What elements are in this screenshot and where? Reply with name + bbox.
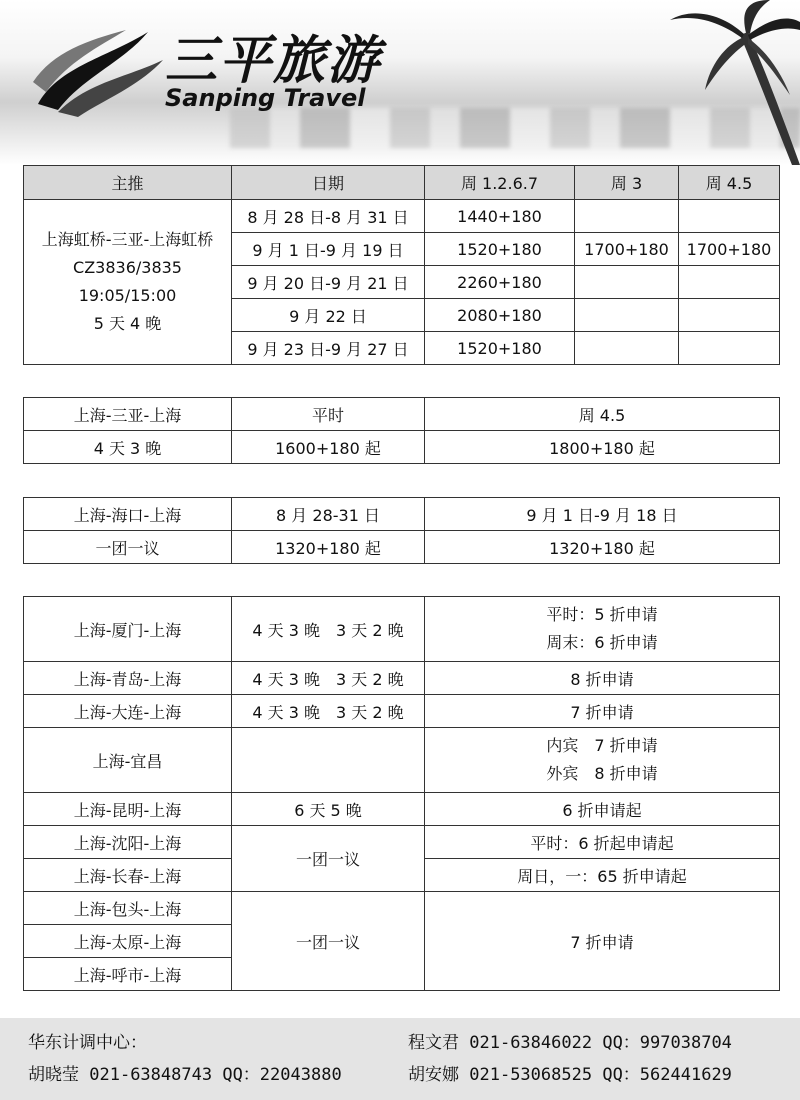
route-name: 上海-三亚-上海 bbox=[24, 398, 232, 431]
contact-footer bbox=[0, 1018, 800, 1100]
contact-name: 胡晓莹 bbox=[28, 1065, 79, 1085]
price-weekday-45: 1700+180 bbox=[679, 233, 780, 266]
contact-1 bbox=[28, 1060, 342, 1085]
price-weekday-3: 1700+180 bbox=[575, 233, 679, 266]
dispatch-center-label: 华东计调中心： bbox=[28, 1033, 147, 1053]
route-name: 上海-呼市-上海 bbox=[24, 958, 232, 991]
date-cell: 9 月 20 日-9 月 21 日 bbox=[232, 266, 425, 299]
flight-numbers: CZ3836/3835 bbox=[73, 258, 182, 277]
route-name: 上海-昆明-上海 bbox=[24, 793, 232, 826]
discount-weekend: 周末：6 折申请 bbox=[546, 633, 658, 652]
discount-cell: 平时：6 折起申请起 bbox=[425, 826, 780, 859]
header-banner bbox=[0, 0, 800, 165]
route-name: 上海-海口-上海 bbox=[24, 498, 232, 531]
discount-foreign: 外宾 8 折申请 bbox=[546, 764, 658, 783]
trip-duration: 6 天 5 晚 bbox=[232, 793, 425, 826]
discount-domestic: 内宾 7 折申请 bbox=[546, 736, 658, 755]
empty-cell bbox=[575, 200, 679, 233]
contact-qq: QQ：22043880 bbox=[222, 1065, 342, 1085]
empty-cell bbox=[679, 332, 780, 365]
sanya-main-table bbox=[23, 165, 780, 365]
route-name: 上海-太原-上海 bbox=[24, 925, 232, 958]
discount-cell: 7 折申请 bbox=[425, 892, 780, 991]
route-name: 上海-包头-上海 bbox=[24, 892, 232, 925]
contact-phone: 021-63848743 bbox=[89, 1065, 213, 1085]
discount-cell: 周日，一：65 折申请起 bbox=[425, 859, 780, 892]
route-note: 一团一议 bbox=[24, 531, 232, 564]
contact-phone: 021-53068525 bbox=[469, 1065, 593, 1085]
header-weekday-3: 周 3 bbox=[575, 166, 679, 200]
price-cell: 1800+180 起 bbox=[425, 431, 780, 464]
price-cell: 1320+180 起 bbox=[232, 531, 425, 564]
trip-duration: 4 天 3 晚 3 天 2 晚 bbox=[232, 597, 425, 662]
price-cell: 1440+180 bbox=[425, 200, 575, 233]
trip-duration: 4 天 3 晚 3 天 2 晚 bbox=[232, 662, 425, 695]
price-cell: 2080+180 bbox=[425, 299, 575, 332]
sanya-short-table bbox=[23, 397, 780, 464]
price-cell: 1520+180 bbox=[425, 332, 575, 365]
price-cell: 1600+180 起 bbox=[232, 431, 425, 464]
route-name: 上海-大连-上海 bbox=[24, 695, 232, 728]
price-cell: 1520+180 bbox=[425, 233, 575, 266]
route-name: 上海-沈阳-上海 bbox=[24, 826, 232, 859]
header-weekday-45: 周 4.5 bbox=[679, 166, 780, 200]
empty-cell bbox=[575, 266, 679, 299]
col-head: 8 月 28-31 日 bbox=[232, 498, 425, 531]
brand-name-cn: 三平旅游 bbox=[165, 31, 382, 91]
contact-qq: QQ：562441629 bbox=[602, 1065, 732, 1085]
palm-tree-icon bbox=[670, 0, 800, 165]
contact-2 bbox=[408, 1028, 732, 1053]
col-head: 平时 bbox=[232, 398, 425, 431]
empty-cell bbox=[575, 299, 679, 332]
contact-3 bbox=[408, 1060, 732, 1085]
discount-cell: 7 折申请 bbox=[425, 695, 780, 728]
header-date: 日期 bbox=[232, 166, 425, 200]
route-name: 上海-厦门-上海 bbox=[24, 597, 232, 662]
price-cell: 2260+180 bbox=[425, 266, 575, 299]
col-head: 周 4.5 bbox=[425, 398, 780, 431]
trip-duration: 4 天 3 晚 bbox=[24, 431, 232, 464]
trip-duration: 一团一议 bbox=[232, 826, 425, 892]
haikou-table bbox=[23, 497, 780, 564]
empty-cell bbox=[232, 728, 425, 793]
trip-duration: 5 天 4 晚 bbox=[93, 314, 162, 333]
price-cell: 1320+180 起 bbox=[425, 531, 780, 564]
contact-name: 胡安娜 bbox=[408, 1065, 459, 1085]
empty-cell bbox=[679, 200, 780, 233]
header-main: 主推 bbox=[24, 166, 232, 200]
col-head: 9 月 1 日-9 月 18 日 bbox=[425, 498, 780, 531]
discount-cell: 8 折申请 bbox=[425, 662, 780, 695]
wave-logo-icon bbox=[28, 22, 168, 117]
route-name: 上海-长春-上海 bbox=[24, 859, 232, 892]
flight-times: 19:05/15:00 bbox=[78, 286, 177, 305]
trip-duration: 4 天 3 晚 3 天 2 晚 bbox=[232, 695, 425, 728]
contact-name: 程文君 bbox=[408, 1033, 459, 1053]
trip-duration: 一团一议 bbox=[232, 892, 425, 991]
contact-qq: QQ：997038704 bbox=[602, 1033, 732, 1053]
discount-cell: 6 折申请起 bbox=[425, 793, 780, 826]
date-cell: 9 月 23 日-9 月 27 日 bbox=[232, 332, 425, 365]
route-name: 上海-青岛-上海 bbox=[24, 662, 232, 695]
header-weekday-1267: 周 1.2.6.7 bbox=[425, 166, 575, 200]
date-cell: 9 月 1 日-9 月 19 日 bbox=[232, 233, 425, 266]
date-cell: 8 月 28 日-8 月 31 日 bbox=[232, 200, 425, 233]
empty-cell bbox=[679, 266, 780, 299]
discount-cell bbox=[425, 728, 780, 793]
date-cell: 9 月 22 日 bbox=[232, 299, 425, 332]
contact-phone: 021-63846022 bbox=[469, 1033, 593, 1053]
domestic-routes-table bbox=[23, 596, 780, 991]
empty-cell bbox=[679, 299, 780, 332]
discount-weekday: 平时：5 折申请 bbox=[546, 605, 658, 624]
route-name: 上海-宜昌 bbox=[24, 728, 232, 793]
route-info-cell bbox=[24, 200, 232, 365]
empty-cell bbox=[575, 332, 679, 365]
discount-cell bbox=[425, 597, 780, 662]
brand-name-en: Sanping Travel bbox=[165, 84, 366, 112]
route-name: 上海虹桥-三亚-上海虹桥 bbox=[41, 230, 214, 249]
